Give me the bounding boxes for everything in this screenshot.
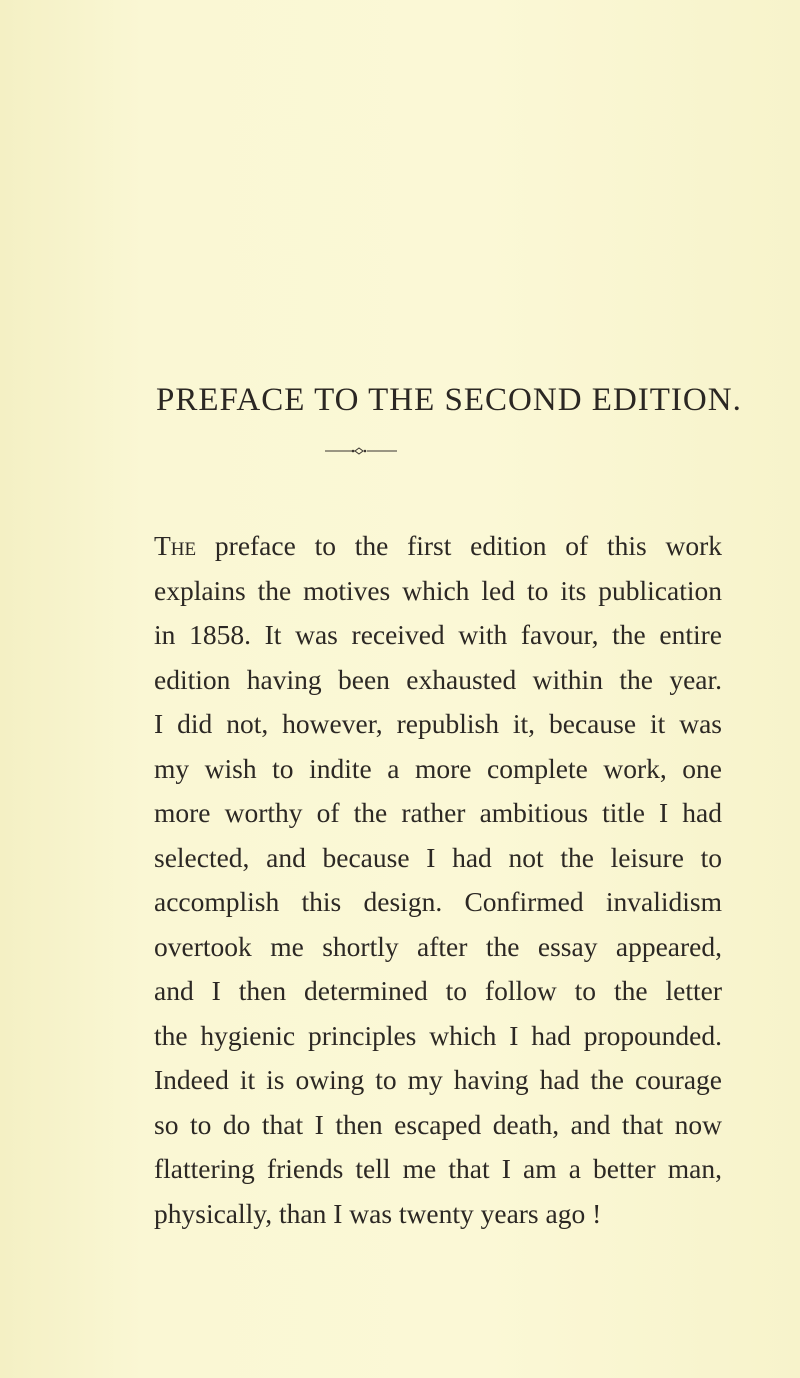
text-line: flattering friends tell me that I am a better man,: [154, 1153, 722, 1184]
text-line: the hygienic principles which I had propounded.: [154, 1019, 722, 1051]
text-line: more worthy of the rather ambitious title I had: [154, 797, 722, 828]
text-line: accomplish this design. Confirmed invalidism: [154, 886, 722, 917]
text-line: in 1858. It was received with favour, the entire: [154, 619, 722, 650]
text-line: my wish to indite a more complete work, one: [154, 752, 722, 784]
text-line: physically, than I was twenty years ago !: [154, 1197, 602, 1229]
ornament-rule: [325, 445, 405, 457]
text-line: The preface to the first edition of this work: [154, 530, 722, 561]
page-title: PREFACE TO THE SECOND EDITION.: [156, 382, 742, 418]
opening-word: The: [154, 530, 197, 561]
preface-paragraph: [154, 524, 722, 1236]
text-line: explains the motives which led to its publication: [154, 574, 722, 606]
text-line: edition having been exhausted within the year.: [154, 663, 722, 695]
text-line: and I then determined to follow to the letter: [154, 975, 722, 1006]
text-line: selected, and because I had not the leisure to: [154, 841, 722, 873]
text-line: I did not, however, republish it, because it was: [154, 708, 722, 739]
text-line: Indeed it is owing to my having had the courage: [154, 1064, 722, 1095]
text-line: overtook me shortly after the essay appeared,: [154, 930, 722, 962]
text-line: so to do that I then escaped death, and that now: [154, 1108, 722, 1140]
